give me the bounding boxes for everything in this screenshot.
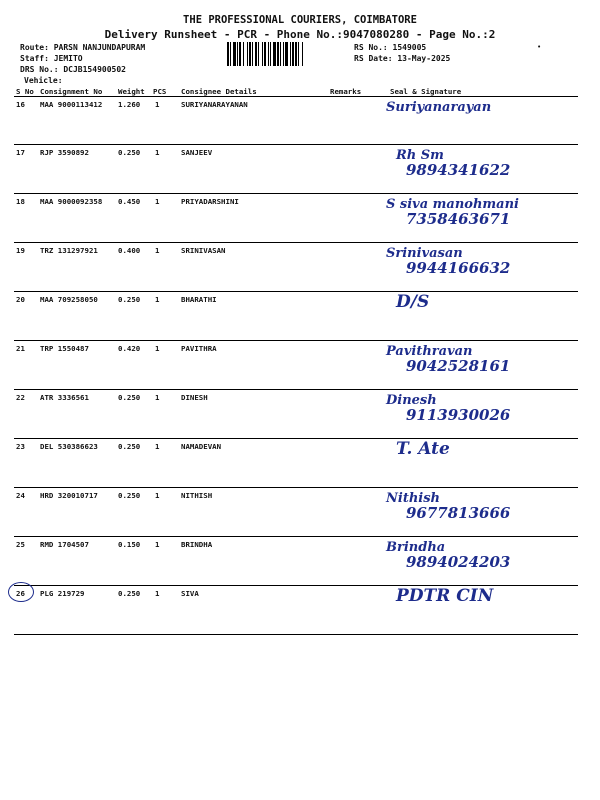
cell-weight: 0.250 — [116, 292, 151, 341]
route-label: Route: PARSN NANJUNDAPURAM — [20, 43, 146, 52]
barcode-bar — [227, 42, 229, 66]
barcode-bar — [290, 42, 291, 66]
cell-weight: 0.250 — [116, 439, 151, 488]
rs-date: RS Date: 13-May-2025 — [354, 54, 451, 63]
cell-signature — [380, 488, 578, 537]
cell-consignee: BHARATHI — [179, 292, 328, 341]
barcode-bar — [243, 42, 244, 66]
cell-pcs: 1 — [151, 243, 179, 292]
cell-signature — [380, 194, 578, 243]
staff-label: Staff: JEMITO — [20, 54, 83, 63]
cell-signature — [380, 145, 578, 194]
cell-pcs: 1 — [151, 488, 179, 537]
barcode-bar — [239, 42, 241, 66]
speck-mark: • — [537, 43, 542, 51]
cell-signature — [380, 439, 578, 488]
col-weight: Weight — [116, 87, 151, 97]
cell-consignment: ATR 3336561 — [38, 390, 116, 439]
cell-weight: 0.420 — [116, 341, 151, 390]
cell-signature — [380, 586, 578, 635]
cell-consignment: TRZ 131297921 — [38, 243, 116, 292]
cell-weight: 0.250 — [116, 145, 151, 194]
barcode-bar — [252, 42, 253, 66]
cell-pcs: 1 — [151, 537, 179, 586]
barcode-bar — [268, 42, 269, 66]
cell-consignee: SRINIVASAN — [179, 243, 328, 292]
cell-consignee: SANJEEV — [179, 145, 328, 194]
company-title: THE PROFESSIONAL COURIERS, COIMBATORE — [183, 14, 417, 26]
cell-weight: 1.260 — [116, 97, 151, 145]
vehicle-label: Vehicle: — [24, 76, 63, 85]
cell-consignee: NAMADEVAN — [179, 439, 328, 488]
barcode-bar — [230, 42, 231, 66]
cell-sno: 19 — [14, 243, 38, 292]
cell-consignee: NITHISH — [179, 488, 328, 537]
cell-remarks — [328, 537, 380, 586]
signature-phone: 9113930026 — [406, 406, 511, 424]
barcode-bar — [298, 42, 299, 66]
cell-consignment: RMD 1704507 — [38, 537, 116, 586]
col-signature: Seal & Signature — [380, 87, 578, 97]
cell-pcs: 1 — [151, 341, 179, 390]
table-header-row — [14, 87, 578, 97]
cell-remarks — [328, 145, 380, 194]
cell-sno: 24 — [14, 488, 38, 537]
table-row — [14, 341, 578, 390]
cell-signature — [380, 341, 578, 390]
signature-scrawl: S siva manohmani — [386, 197, 519, 212]
cell-consignee: PRIYADARSHINI — [179, 194, 328, 243]
runsheet-table — [14, 87, 578, 635]
barcode-bar — [233, 42, 236, 66]
barcode — [227, 42, 341, 66]
cell-weight: 0.400 — [116, 243, 151, 292]
table-row — [14, 390, 578, 439]
cell-pcs: 1 — [151, 439, 179, 488]
cell-consignee: SURIYANARAYANAN — [179, 97, 328, 145]
col-pcs: PCS — [151, 87, 179, 97]
cell-pcs: 1 — [151, 145, 179, 194]
table-row — [14, 194, 578, 243]
signature-scrawl: Nithish — [386, 491, 440, 506]
table-row — [14, 586, 578, 635]
cell-sno: 18 — [14, 194, 38, 243]
runsheet-info-left — [20, 42, 145, 86]
table-row — [14, 537, 578, 586]
signature-phone: 7358463671 — [406, 210, 511, 228]
signature-scrawl: D/S — [396, 292, 430, 312]
cell-signature — [380, 243, 578, 292]
cell-consignment: TRP 1550487 — [38, 341, 116, 390]
cell-weight: 0.250 — [116, 586, 151, 635]
col-consignment: Consignment No — [38, 87, 116, 97]
cell-consignment: MAA 9000113412 — [38, 97, 116, 145]
barcode-bar — [249, 42, 251, 66]
cell-pcs: 1 — [151, 292, 179, 341]
signature-scrawl: T. Ate — [396, 439, 450, 459]
cell-sno: 21 — [14, 341, 38, 390]
signature-scrawl: Brindha — [386, 540, 446, 555]
barcode-bar — [277, 42, 279, 66]
signature-scrawl: Rh Sm — [396, 148, 444, 163]
cell-sno: 23 — [14, 439, 38, 488]
barcode-bar — [280, 42, 281, 66]
cell-consignment: DEL 530386623 — [38, 439, 116, 488]
signature-phone: 9894341622 — [406, 161, 511, 179]
cell-consignee: PAVITHRA — [179, 341, 328, 390]
table-row — [14, 243, 578, 292]
cell-remarks — [328, 341, 380, 390]
signature-scrawl: Pavithravan — [386, 344, 473, 359]
signature-scrawl: Srinivasan — [386, 246, 463, 261]
table-row — [14, 488, 578, 537]
cell-weight: 0.250 — [116, 390, 151, 439]
cell-sno: 22 — [14, 390, 38, 439]
signature-scrawl: Dinesh — [386, 393, 437, 408]
cell-remarks — [328, 97, 380, 145]
cell-pcs: 1 — [151, 390, 179, 439]
cell-consignment: RJP 3590892 — [38, 145, 116, 194]
cell-sno: 26 — [14, 586, 38, 635]
cell-pcs: 1 — [151, 97, 179, 145]
barcode-bar — [292, 42, 294, 66]
rs-number: RS No.: 1549005 — [354, 43, 427, 52]
cell-remarks — [328, 243, 380, 292]
cell-consignment: MAA 9000092358 — [38, 194, 116, 243]
col-consignee: Consignee Details — [179, 87, 328, 97]
signature-phone: 9042528161 — [406, 357, 511, 375]
signature-scrawl: PDTR CIN — [396, 586, 494, 606]
cell-pcs: 1 — [151, 194, 179, 243]
cell-consignee: SIVA — [179, 586, 328, 635]
signature-phone: 9894024203 — [406, 553, 511, 571]
cell-signature — [380, 292, 578, 341]
cell-consignee: DINESH — [179, 390, 328, 439]
cell-weight: 0.150 — [116, 537, 151, 586]
signature-scrawl: Suriyanarayan — [386, 100, 492, 115]
col-remarks: Remarks — [328, 87, 380, 97]
cell-sno: 16 — [14, 97, 38, 145]
table-row — [14, 97, 578, 145]
table-row — [14, 292, 578, 341]
cell-consignee: BRINDHA — [179, 537, 328, 586]
cell-remarks — [328, 439, 380, 488]
barcode-bar — [283, 42, 284, 66]
cell-signature — [380, 537, 578, 586]
barcode-bar — [237, 42, 238, 66]
barcode-bar — [273, 42, 276, 66]
circle-mark — [8, 582, 34, 602]
cell-weight: 0.450 — [116, 194, 151, 243]
col-sno: S No — [14, 87, 38, 97]
barcode-bar — [255, 42, 257, 66]
barcode-bar — [264, 42, 266, 66]
cell-consignment: PLG 219729 — [38, 586, 116, 635]
cell-sno: 17 — [14, 145, 38, 194]
signature-phone: 9944166632 — [406, 259, 511, 277]
cell-consignment: HRD 320010717 — [38, 488, 116, 537]
table-row — [14, 439, 578, 488]
signature-phone: 9677813666 — [406, 504, 511, 522]
barcode-bar — [295, 42, 297, 66]
barcode-bar — [247, 42, 248, 66]
cell-signature — [380, 390, 578, 439]
drs-label: DRS No.: DCJB154900502 — [20, 65, 126, 74]
runsheet-info-right — [354, 42, 450, 64]
cell-sno: 20 — [14, 292, 38, 341]
table-row — [14, 145, 578, 194]
barcode-bar — [270, 42, 271, 66]
cell-remarks — [328, 292, 380, 341]
cell-remarks — [328, 488, 380, 537]
cell-remarks — [328, 390, 380, 439]
cell-sno: 25 — [14, 537, 38, 586]
runsheet-subtitle: Delivery Runsheet - PCR - Phone No.:9047080280 - Page No.:2 — [104, 28, 496, 41]
cell-remarks — [328, 586, 380, 635]
cell-pcs: 1 — [151, 586, 179, 635]
barcode-bar — [258, 42, 259, 66]
cell-consignment: MAA 709258050 — [38, 292, 116, 341]
cell-weight: 0.250 — [116, 488, 151, 537]
cell-remarks — [328, 194, 380, 243]
barcode-bar — [285, 42, 288, 66]
cell-signature — [380, 97, 578, 145]
barcode-bar — [302, 42, 303, 66]
barcode-bar — [262, 42, 263, 66]
